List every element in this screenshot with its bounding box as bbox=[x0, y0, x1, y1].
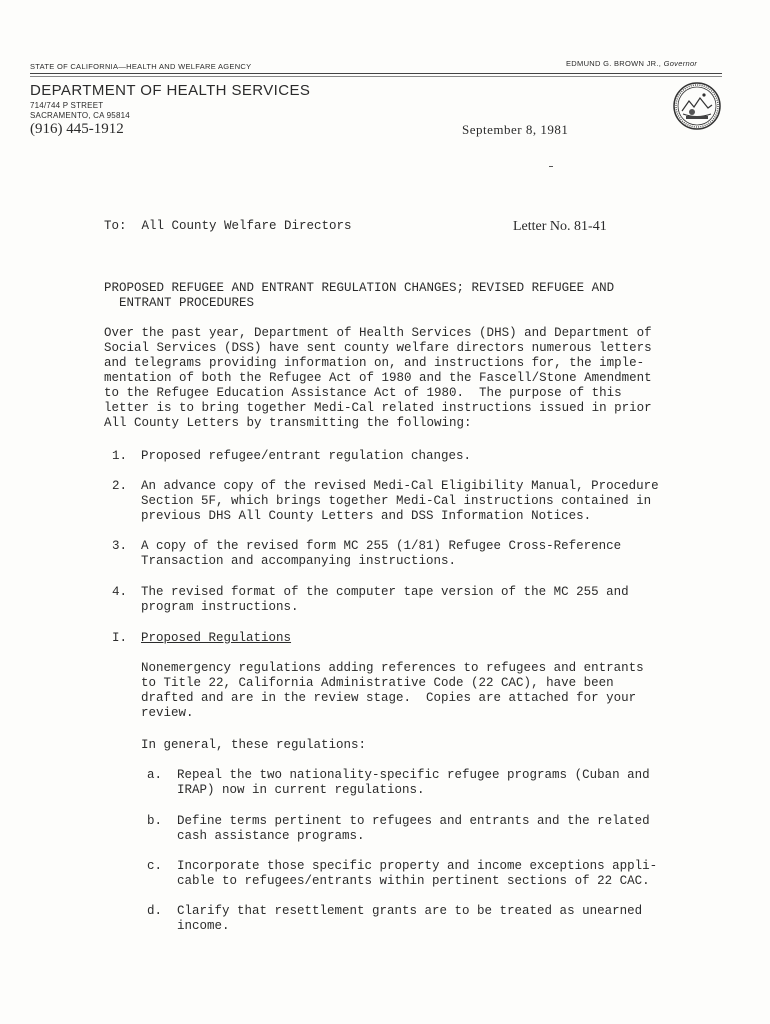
intro-paragraph bbox=[104, 326, 652, 431]
list-item-line: previous DHS All County Letters and DSS Information Notices. bbox=[141, 509, 592, 523]
section-number: I. bbox=[112, 631, 128, 645]
list-item bbox=[141, 539, 621, 569]
list-item-line: Section 5F, which brings together Medi-Cal instructions contained in bbox=[141, 494, 652, 508]
subitem bbox=[177, 904, 642, 934]
state-seal-icon bbox=[672, 81, 722, 131]
subitem-line: cable to refugees/entrants within pertinent sections of 22 CAC. bbox=[177, 874, 650, 888]
list-item bbox=[141, 585, 629, 615]
list-item-line: program instructions. bbox=[141, 600, 299, 614]
subject bbox=[104, 281, 614, 311]
list-item-number: 3. bbox=[112, 539, 128, 553]
list-item-number: 2. bbox=[112, 479, 128, 493]
department-name: DEPARTMENT OF HEALTH SERVICES bbox=[30, 82, 311, 99]
letterhead-rule bbox=[30, 73, 722, 74]
governor-name: EDMUND G. BROWN JR., bbox=[566, 59, 662, 68]
governor-line bbox=[566, 59, 697, 68]
letterhead-rule-secondary bbox=[30, 76, 722, 77]
subject-line: PROPOSED REFUGEE AND ENTRANT REGULATION CHANGES; REVISED REFUGEE AND bbox=[104, 281, 615, 295]
paragraph-line: letter is to bring together Medi-Cal related instructions issued in prior bbox=[104, 401, 652, 415]
letter-date: September 8, 1981 bbox=[462, 122, 569, 137]
governor-title: Governor bbox=[663, 59, 698, 68]
list-item-line: A copy of the revised form MC 255 (1/81) Refugee Cross-Reference bbox=[141, 539, 622, 553]
subitem-line: income. bbox=[177, 919, 230, 933]
section-intro-line: In general, these regulations: bbox=[141, 738, 367, 752]
subitem-line: Repeal the two nationality-specific refugee programs (Cuban and bbox=[177, 768, 650, 782]
paragraph-line: Over the past year, Department of Health Services (DHS) and Department of bbox=[104, 326, 652, 340]
letter-number: Letter No. 81-41 bbox=[513, 219, 607, 234]
subitem-letter: c. bbox=[147, 859, 163, 873]
subitem-line: Define terms pertinent to refugees and entrants and the related bbox=[177, 814, 650, 828]
subitem-line: cash assistance programs. bbox=[177, 829, 365, 843]
subitem bbox=[177, 768, 650, 798]
stray-mark bbox=[549, 166, 553, 167]
list-item-line: An advance copy of the revised Medi-Cal Eligibility Manual, Procedure bbox=[141, 479, 659, 493]
paragraph-line: All County Letters by transmitting the following: bbox=[104, 416, 472, 430]
list-item bbox=[141, 479, 659, 524]
paragraph-line: to Title 22, California Administrative Code (22 CAC), have been bbox=[141, 676, 614, 690]
paragraph-line: and telegrams providing information on, and instructions for, the imple- bbox=[104, 356, 645, 370]
list-item-number: 4. bbox=[112, 585, 128, 599]
subitem-letter: a. bbox=[147, 768, 163, 782]
phone-number: (916) 445-1912 bbox=[30, 121, 124, 137]
to-line: To: All County Welfare Directors bbox=[104, 219, 352, 233]
paragraph-line: review. bbox=[141, 706, 194, 720]
subitem-line: IRAP) now in current regulations. bbox=[177, 783, 425, 797]
paragraph-line: drafted and are in the review stage. Copies are attached for your bbox=[141, 691, 637, 705]
agency-name: STATE OF CALIFORNIA—HEALTH AND WELFARE AGENCY bbox=[30, 62, 252, 71]
subject-line: ENTRANT PROCEDURES bbox=[104, 296, 255, 310]
subitem bbox=[177, 814, 650, 844]
list-item-number: 1. bbox=[112, 449, 128, 463]
paragraph-line: Nonemergency regulations adding references to refugees and entrants bbox=[141, 661, 644, 675]
paragraph-line: Social Services (DSS) have sent county welfare directors numerous letters bbox=[104, 341, 652, 355]
list-item-line: Transaction and accompanying instructions. bbox=[141, 554, 457, 568]
section-heading: Proposed Regulations bbox=[141, 631, 292, 645]
subitem-line: Incorporate those specific property and income exceptions appli- bbox=[177, 859, 658, 873]
paragraph-line: to the Refugee Education Assistance Act of 1980. The purpose of this bbox=[104, 386, 622, 400]
list-item-line: The revised format of the computer tape version of the MC 255 and bbox=[141, 585, 629, 599]
subitem-line: Clarify that resettlement grants are to be treated as unearned bbox=[177, 904, 643, 918]
list-item-line: Proposed refugee/entrant regulation changes. bbox=[141, 449, 472, 463]
address-line-2: SACRAMENTO, CA 95814 bbox=[30, 111, 130, 120]
subitem-letter: b. bbox=[147, 814, 163, 828]
subitem bbox=[177, 859, 657, 889]
subitem-letter: d. bbox=[147, 904, 163, 918]
section-paragraph bbox=[141, 661, 644, 721]
address-line-1: 714/744 P STREET bbox=[30, 101, 104, 110]
paragraph-line: mentation of both the Refugee Act of 1980 and the Fascell/Stone Amendment bbox=[104, 371, 652, 385]
